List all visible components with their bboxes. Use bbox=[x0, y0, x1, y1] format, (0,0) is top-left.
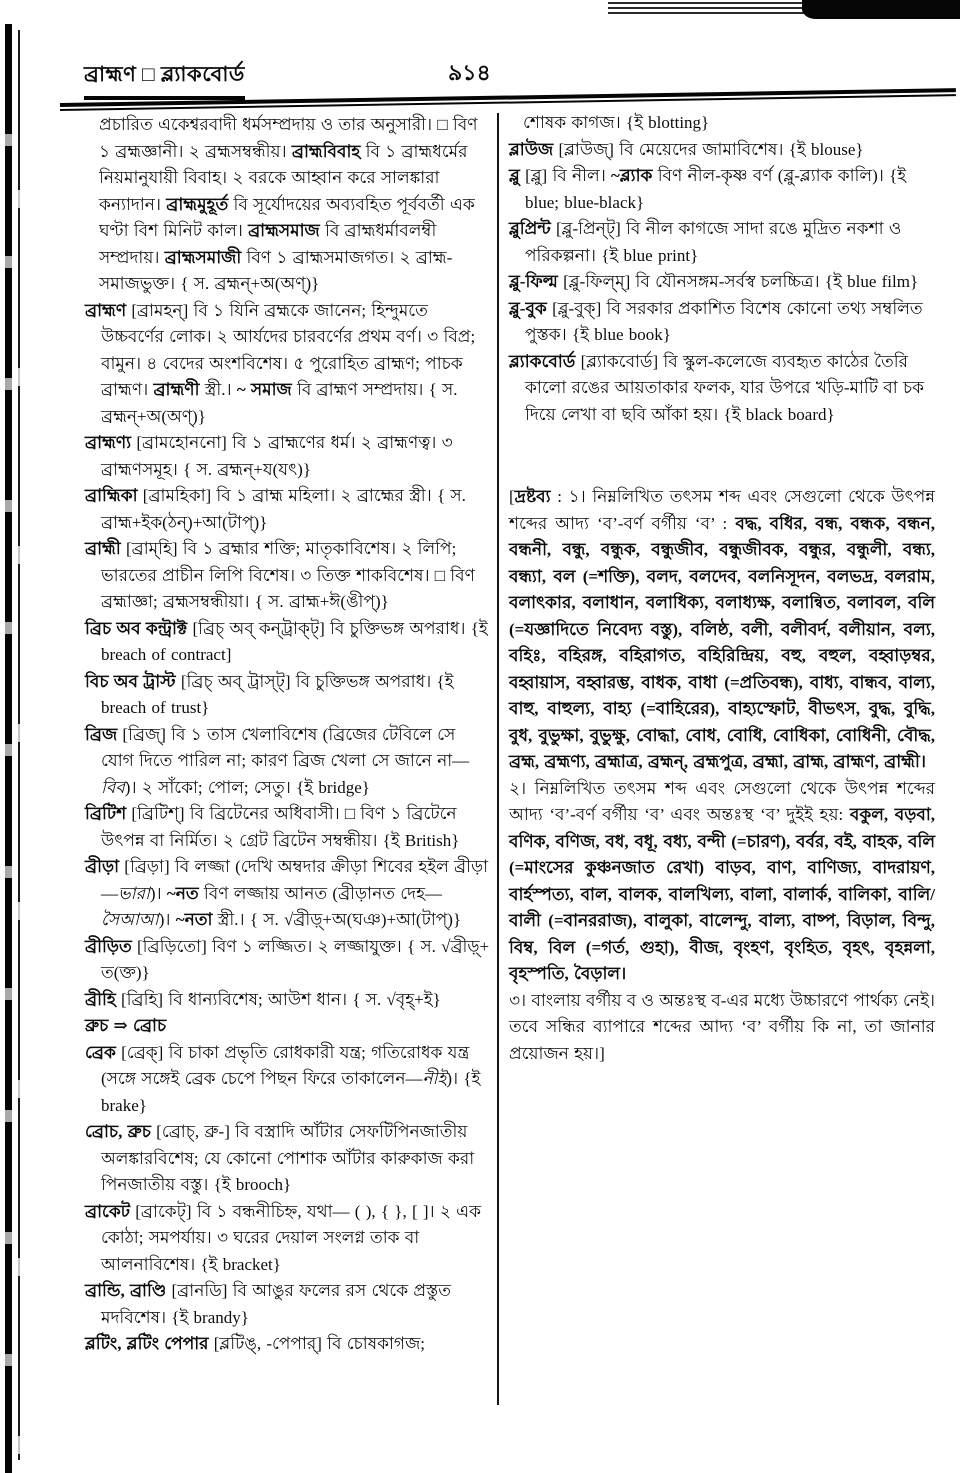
entry-text: [ব্ল্যাকবোর্ড] বি স্কুল-কলেজে ব্যবহৃত কাঠের তৈরি কালো রঙের আয়তাকার ফলক, যার উপরে খড়ি-মাটি বা চক দিয়ে লেখা বা ছবি আঁকা হয়। {ই black board} bbox=[525, 351, 925, 424]
headword-or-bold-text: ব্লটিং, ব্লটিং পেপার bbox=[85, 1334, 209, 1353]
scan-smudge-streaks bbox=[608, 2, 818, 15]
headword-or-bold-text: বদ্ধ, বধির, বন্ধ, বন্ধক, বন্ধন, বন্ধনী, বন্ধু, বন্ধুক, বন্ধুজীব, বন্ধুজীবক, বন্ধুর, বন্ধুলী, বন্ধ্য, বন্ধ্যা, বল (=শক্তি), বলদ, বলদেব, বলনিসূদন, বলভদ্র, বলরাম, বলাৎকার, বলাধান, বলাধিক্য, বলাধ্যক্ষ, বলান্বিত, বলাবল, বলি (=যজ্ঞাদিতে নিবেদ্য বস্তু), বলিষ্ঠ, বলী, বলীবর্দ, বলীয়ান, বল্য, বহিঃ, বহিরঙ্গ, বহিরাগত, বহিরিন্দ্রিয়, বহু, বহুল, বহ্বাড়ম্বর, বহ্বায়াস, বহ্বারম্ভ, বাধক, বাধা (=প্রতিবন্ধ), বাধ্য, বান্ধব, বাল্য, বাহু, বাহুল্য, বাহ্য (=বাহিরের), বাহ্যস্ফোট, বীভৎস, বুদ্ধ, বুদ্ধি, বুধ, বুভুক্ষা, বুভুক্ষু, বোদ্ধা, বোধ, বোধি, বোধিকা, বোধিনী, বৌদ্ধ, ব্রহ্ম, ব্রহ্মণ্য, ব্রহ্মাত্র, ব্রহ্মন্, ব্রহ্মপুত্র, ব্রহ্মা, ব্রাহ্ম, ব্রাহ্মণ, ব্রাহ্মী। bbox=[509, 513, 935, 771]
entry-text: [ব্লু] বি নীল। bbox=[519, 166, 612, 185]
headword-or-bold-text: ব্রীড়িত bbox=[85, 936, 132, 956]
entry-text: বি সূর্যোদয়ের অব্যবহিত পূর্ববর্তী এক ঘণ্টা বিশ মিনিট কাল। bbox=[99, 194, 475, 240]
dictionary-entry-continuation bbox=[85, 112, 491, 298]
headword-or-bold-text: ~নতা bbox=[175, 910, 213, 929]
headword-or-bold-text: ব্রাহ্মণ bbox=[85, 300, 127, 320]
dictionary-entry bbox=[509, 296, 935, 349]
headword-or-bold-text: ব্রীহি bbox=[85, 989, 116, 1009]
headword-or-bold-text: ব্রাহ্মণ্য bbox=[85, 433, 132, 452]
entry-text: [ব্রানডি] বি আঙুর ফলের রস থেকে প্রস্তুত মদবিশেষ। {ই brandy} bbox=[101, 1281, 452, 1327]
headword-or-bold-text: ব্রীড়া bbox=[85, 857, 120, 876]
headword-or-bold-text: ব্লু-বুক bbox=[509, 298, 547, 318]
left-column bbox=[85, 112, 491, 1358]
dictionary-entry bbox=[85, 1331, 491, 1358]
column-divider bbox=[497, 113, 499, 1405]
headword-or-bold-text: ব্রুচ ⇒ ব্রোচ bbox=[85, 1016, 167, 1035]
note-paragraph bbox=[509, 484, 935, 776]
entry-text: [ব্রাম্‌হি] বি ১ ব্রহ্মার শক্তি; মাতৃকাবিশেষ। ২ লিপি; ভারতের প্রাচীন লিপি বিশেষ। ৩ তিক্ত শাকবিশেষ। □ বিণ ব্রহ্মাজ্ঞা; ব্রহ্মসম্বন্ধীয়া। { স. ব্রাহ্ম+ঈ(ঙীপ্)} bbox=[101, 539, 475, 611]
entry-text: [ব্রামহিকা] বি ১ ব্রাহ্ম মহিলা। ২ ব্রাহ্মের স্ত্রী। { স. ব্রাহ্ম+ইক(ঠন্)+আ(টাপ্)} bbox=[101, 486, 466, 532]
headword-or-bold-text: ব্রোচ, ব্রুচ bbox=[85, 1122, 151, 1141]
dictionary-entry bbox=[509, 216, 935, 269]
entry-text: [ব্রিড়িতো] বিণ ১ লজ্জিত। ২ লজ্জাযুক্ত। { স. √ব্রীড়্+ ত(ক্ত)} bbox=[101, 936, 490, 982]
binding-edge-line bbox=[5, 24, 12, 1473]
entry-text: )। {ই brake} bbox=[101, 1069, 481, 1115]
note-paragraph bbox=[509, 776, 935, 988]
entry-text: [ব্রোচ্, ব্রু-] বি বস্ত্রাদি আঁটার সেফটিপিনজাতীয় অলঙ্কারবিশেষ; যে কোনো পোশাক আঁটার কারুকাজ করা পিনজাতীয় বস্তু। {ই brooch} bbox=[101, 1122, 475, 1194]
headword-or-bold-text: ব্রাহ্মসমাজ bbox=[248, 221, 320, 240]
dictionary-entry bbox=[85, 987, 491, 1014]
entry-text: [ব্রামহোননো] বি ১ ব্রাহ্মণের ধর্ম। ২ ব্রাহ্মণত্ব। ৩ ব্রাহ্মণসমূহ। { স. ব্রহ্মন্+য(যৎ)} bbox=[101, 433, 453, 479]
headword-or-bold-text: ব্রিজ bbox=[85, 724, 118, 744]
entry-text: প্রচারিত একেশ্বরবাদী ধর্মসম্প্রদায় ও তার অনুসারী। □ বিণ ১ ব্রহ্মজ্ঞানী। ২ ব্রহ্মসম্বন্ধীয়। bbox=[99, 115, 478, 161]
citation-text: ভারা bbox=[118, 883, 150, 903]
entry-text: [ব্রিহি] বি ধান্যবিশেষ; আউশ ধান। { স. √বৃহ্+ই} bbox=[115, 989, 441, 1009]
headword-or-bold-text: ব্রাকেট bbox=[85, 1201, 131, 1221]
running-head: ব্রাহ্মণ □ ব্ল্যাকবোর্ড bbox=[84, 58, 245, 100]
dictionary-entry bbox=[85, 934, 491, 987]
headword-or-bold-text: ব্রাহ্মণী bbox=[153, 380, 200, 399]
headword-or-bold-text: ব্ল্যাকবোর্ড bbox=[509, 351, 576, 371]
entry-text: শোষক কাগজ। {ই blotting} bbox=[523, 113, 710, 132]
entry-text: স্ত্রী.। bbox=[199, 380, 237, 399]
entry-text: [ব্লু-ফিল্ম্] বি যৌনসঙ্গম-সর্বস্ব চলচ্চিত্র। {ই blue film} bbox=[557, 272, 919, 291]
headword-or-bold-text: ~নত bbox=[166, 883, 199, 903]
scan-smudge bbox=[802, 0, 960, 19]
right-column-entries bbox=[509, 110, 935, 428]
citation-text: নীই bbox=[422, 1069, 447, 1088]
headword-or-bold-text: ~ সমাজ bbox=[236, 380, 292, 399]
entry-text: স্ত্রী.। { স. √ব্রীড়্+অ(ঘঞ)+আ(টাপ্)} bbox=[212, 910, 462, 929]
entry-text: [ব্রিড়া] বি লজ্জা (দেখি অম্বদার ক্রীড়া শিবের হইল ব্রীড়া— bbox=[101, 857, 489, 903]
right-column bbox=[509, 110, 935, 1067]
entry-text: [ব্রেক্] বি চাকা প্রভৃতি রোধকারী যন্ত্র; গতিরোধক যন্ত্র (সঙ্গে সঙ্গেই ব্রেক চেপে পিছন ফিরে তাকালেন— bbox=[101, 1042, 470, 1088]
usage-note bbox=[509, 484, 935, 1067]
dictionary-entry bbox=[85, 1278, 491, 1331]
headword-or-bold-text: ব্রান্ডি, ব্রাণ্ডি bbox=[85, 1281, 167, 1300]
entry-text: [ব্লাউজ্] বি মেয়েদের জামাবিশেষ। {ই blouse} bbox=[553, 139, 864, 159]
entry-text: )। ২ সাঁকো; পোল; সেতু। {ই bridge} bbox=[124, 777, 370, 797]
headword-or-bold-text: ~ব্ল্যাক bbox=[611, 166, 653, 185]
entry-text: বি ব্রাহ্মধর্মাবলম্বী সম্প্রদায়। bbox=[99, 221, 437, 267]
headword-or-bold-text: বিচ অব ট্রাস্ট bbox=[85, 671, 176, 691]
entry-text: [ব্রিটিশ্] বি ব্রিটেনের অধিবাসী। □ বিণ ১ ব্রিটেনে উৎপন্ন বা নির্মিত। ২ গ্রেট ব্রিটেন সম্বন্ধীয়। {ই British} bbox=[101, 804, 460, 850]
dictionary-entry bbox=[85, 801, 491, 854]
dictionary-entry-cross-reference bbox=[85, 1013, 491, 1040]
headword-or-bold-text: ব্লাউজ bbox=[509, 139, 554, 159]
dictionary-entry bbox=[509, 137, 935, 164]
dictionary-entry bbox=[85, 536, 491, 616]
headword-or-bold-text: ব্রিটিশ bbox=[85, 804, 127, 823]
dictionary-entry bbox=[85, 298, 491, 431]
entry-text: [ব্রিচ্ অব্ কন্‌ট্রাক্ট্] বি চুক্তিভঙ্গ অপরাধ। {ই breach of contract] bbox=[101, 618, 488, 664]
dictionary-entry bbox=[85, 854, 491, 934]
dictionary-entry bbox=[509, 349, 935, 429]
entry-text: : ১। নিম্নলিখিত তৎসম শব্দ এবং সেগুলো থেকে উৎপন্ন শব্দের আদ্য ‘ব’-বর্ণ বর্গীয় ‘ব’ : bbox=[509, 487, 935, 533]
headword-or-bold-text: বকুল, বড়বা, বণিক, বণিজ, বধ, বধূ, বধ্য, বন্দী (=চারণ), বর্বর, বই, বাহক, বলি (=মাংসের কুঞ্চনজাত রেখা) বাড়ব, বাণ, বাণিজ্য, বাদরায়ণ, বার্হস্পত্য, বাল, বালক, বালখিল্য, বালা, বালার্ক, বালিকা, বালি/বালী (=বানররাজ), বালুকা, বালেন্দু, বাল্য, বাষ্প, বিড়াল, বিন্দু, বিম্ব, বিল (=গর্ত, গুহা), বীজ, বৃংহণ, বৃংহিত, বৃহৎ, বৃহন্নলা, বৃহস্পতি, বৈড়াল। bbox=[509, 805, 936, 983]
dictionary-entry bbox=[85, 1199, 491, 1279]
citation-text: বিব bbox=[101, 777, 125, 797]
headword-or-bold-text: ব্লু bbox=[509, 166, 520, 185]
dictionary-entry bbox=[85, 430, 491, 483]
headword-or-bold-text: ব্লু-ফিল্ম bbox=[509, 272, 558, 291]
entry-text: )। bbox=[149, 883, 167, 903]
binding-edge-line-thin bbox=[18, 30, 20, 1460]
entry-text: )। bbox=[158, 910, 176, 929]
entry-text: ৩। বাংলায় বর্গীয় ব ও অন্তঃস্থ ব-এর মধ্যে উচ্চারণে পার্থক্য নেই। তবে সন্ধির ব্যাপারে শব্দের আদ্য ‘ব’ বর্গীয় কি না, তা জানার প্রয়োজন হয়।] bbox=[509, 990, 935, 1063]
headword-or-bold-text: ব্রাহ্মিকা bbox=[85, 486, 138, 505]
dictionary-entry bbox=[509, 269, 935, 296]
headword-or-bold-text: ব্রেক bbox=[85, 1042, 116, 1062]
entry-text: [ব্লু-বুক্] বি সরকার প্রকাশিত বিশেষ কোনো তথ্য সম্বলিত পুস্তক। {ই blue book} bbox=[525, 298, 923, 344]
headword-or-bold-text: ব্রাহ্মবিবাহ bbox=[291, 141, 361, 161]
page-number: ৯১৪ bbox=[448, 60, 491, 85]
entry-text: বিণ নীল-কৃষ্ণ বর্ণ (ব্লু-ব্ল্যাক কালি)। {ই blue; blue-black} bbox=[525, 166, 907, 212]
dictionary-entry bbox=[85, 669, 491, 722]
note-paragraph bbox=[509, 988, 935, 1068]
entry-text: [ব্রাকেট্] বি ১ বন্ধনীচিহ্ন, যথা— ( ), { }, [ ]। ২ এক কোঠা; সমপর্যায়। ৩ ঘরের দেয়াল সংলগ্ন তাক বা আলনাবিশেষ। {ই bracket} bbox=[101, 1201, 481, 1274]
entry-text: বিণ লজ্জায় আনত (ব্রীড়ানত দেহ— bbox=[198, 883, 443, 903]
dictionary-entry bbox=[85, 722, 491, 802]
entry-text: বি ব্রাহ্মণ সম্প্রদায়। { স. ব্রহ্মন্+অ(অণ্)} bbox=[101, 380, 458, 426]
entry-text: [ব্লটিঙ্, -পেপার্] বি চোষকাগজ; bbox=[208, 1334, 426, 1353]
dictionary-entry bbox=[509, 163, 935, 216]
dictionary-entry bbox=[85, 483, 491, 536]
headword-or-bold-text: ব্রাহ্মমুহূর্ত bbox=[166, 194, 229, 214]
entry-text: [ব্রিজ্] বি ১ তাস খেলাবিশেষ (ব্রিজের টেবিলে সে যোগ দিতে পারিল না; কারণ ব্রিজ খেলা সে জানে না— bbox=[101, 724, 470, 770]
dictionary-entry bbox=[85, 1040, 491, 1120]
entry-text: [ব্রিচ্ অব্ ট্রাস্ট্] বি চুক্তিভঙ্গ অপরাধ। {ই breach of trust} bbox=[101, 671, 454, 717]
dictionary-entry-continuation bbox=[509, 110, 935, 137]
headword-or-bold-text: দ্রষ্টব্য bbox=[514, 487, 551, 506]
entry-text: [ bbox=[509, 487, 515, 506]
entry-text: [ব্রামহন্] বি ১ যিনি ব্রহ্মকে জানেন; হিন্দুমতে উচ্চবর্ণের লোক। ২ আর্যদের চারবর্ণের প্রথম বর্ণ। ৩ বিপ্র; বামুন। ৪ বেদের অংশবিশেষ। ৫ পুরোহিত ব্রাহ্মণ; পাচক ব্রাহ্মণ। bbox=[101, 300, 476, 399]
headword-or-bold-text: ব্রাহ্মী bbox=[85, 539, 121, 558]
headword-or-bold-text: ব্লুপ্রিন্ট bbox=[509, 219, 551, 238]
dictionary-entry bbox=[85, 1119, 491, 1199]
entry-text: বি ১ ব্রাহ্মধর্মের নিয়মানুযায়ী বিবাহ। ২ বরকে আহ্বান করে সালঙ্কারা কন্যাদান। bbox=[99, 141, 468, 214]
entry-text: বিণ ১ ব্রাহ্মসমাজগত। ২ ব্রাহ্ম-সমাজভুক্ত। { স. ব্রহ্মন্+অ(অণ্)} bbox=[99, 247, 453, 293]
headword-or-bold-text: ব্রাহ্মসমাজী bbox=[164, 247, 242, 267]
entry-text: ২। নিম্নলিখিত তৎসম শব্দ এবং সেগুলো থেকে উৎপন্ন শব্দের আদ্য ‘ব’-বর্ণ বর্গীয় ‘ব’ এবং অন্তঃস্থ ‘ব’ দুইই হয়: bbox=[509, 778, 935, 824]
citation-text: সৈআআ bbox=[101, 910, 159, 929]
dictionary-entry bbox=[85, 616, 491, 669]
entry-text: [ব্লু-প্রিন্ট্] বি নীল কাগজে সাদা রঙে মুদ্রিত নকশা ও পরিকল্পনা। {ই blue print} bbox=[525, 219, 902, 265]
headword-or-bold-text: ব্রিচ অব কন্ট্রাক্ট bbox=[85, 618, 188, 638]
